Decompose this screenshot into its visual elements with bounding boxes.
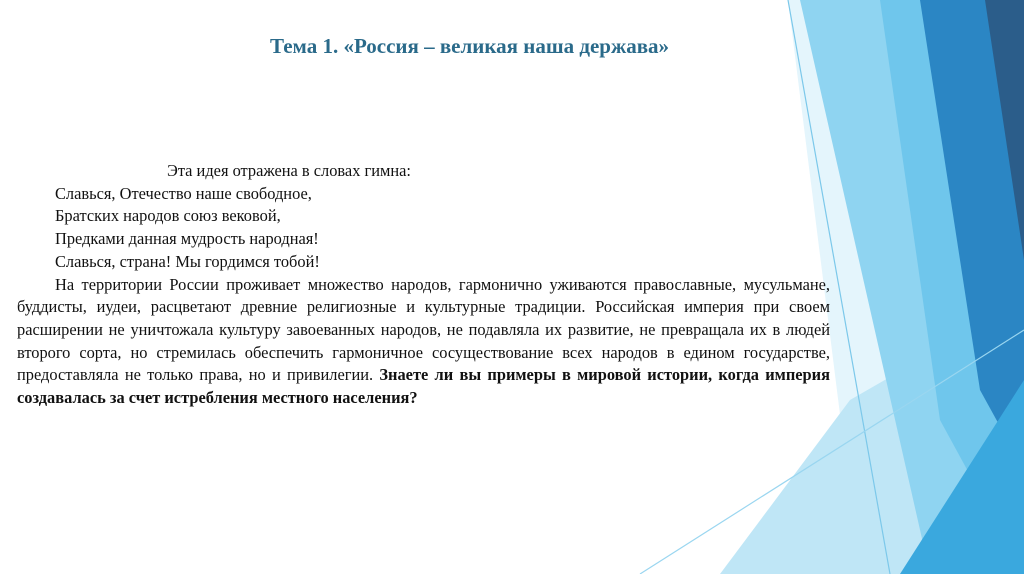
anthem-verse-line: Братских народов союз вековой, bbox=[55, 206, 281, 226]
anthem-verse-line: Славься, страна! Мы гордимся тобой! bbox=[55, 251, 320, 271]
anthem-verse-line: Славься, Отечество наше свободное, bbox=[55, 183, 312, 203]
slide-body bbox=[17, 160, 830, 410]
main-paragraph bbox=[17, 274, 830, 410]
slide-title: Тема 1. «Россия – великая наша держава» bbox=[270, 34, 670, 58]
question-text: Знаете ли вы примеры в мировой истории, когда империя создавалась за счет истребления местного населения? bbox=[17, 365, 830, 408]
anthem-verse-line: Предками данная мудрость народная! bbox=[55, 229, 319, 249]
anthem-intro: Эта идея отражена в словах гимна: bbox=[167, 161, 411, 180]
paragraph-text: На территории России проживает множество народов, гармонично уживаются православные, мусульмане, буддисты, иудеи, расцветают древние религиозные и культурные традиции. Российская империя при своем расширении не уничтожала культуру завоеванных народов, не подавляла их развитие, не превращала их в людей второго сорта, но стремилась обеспечить гармоничное сосуществование всех народов в едином государстве, предоставляла не только права, но и привилегии. bbox=[17, 274, 830, 385]
